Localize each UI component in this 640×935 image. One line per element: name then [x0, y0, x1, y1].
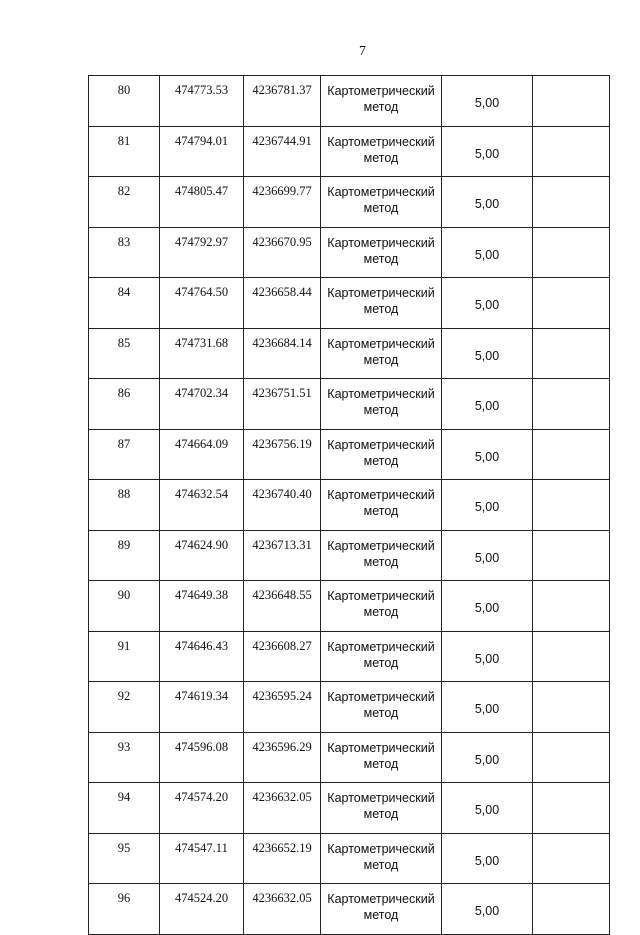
point-number-cell: 96 [89, 884, 160, 935]
method-cell [321, 480, 442, 531]
x-coordinate-cell: 474596.08 [160, 732, 244, 783]
x-coordinate-cell: 474792.97 [160, 227, 244, 278]
table-row [89, 227, 610, 278]
method-line-1: Картометрический [327, 286, 435, 300]
method-line-2: метод [363, 453, 399, 468]
table-row [89, 833, 610, 884]
x-coordinate-cell: 474805.47 [160, 177, 244, 228]
method-line-2: метод [363, 756, 399, 771]
method-line-2: метод [363, 857, 399, 872]
x-coordinate-cell: 474547.11 [160, 833, 244, 884]
note-cell [533, 581, 610, 632]
method-line-1: Картометрический [327, 740, 435, 755]
table-row [89, 530, 610, 581]
note-cell [533, 833, 610, 884]
table-row [89, 732, 610, 783]
accuracy-cell: 5,00 [442, 76, 533, 127]
y-coordinate-cell: 4236781.37 [244, 76, 321, 127]
method-line-2: метод [363, 706, 399, 720]
table-row [89, 884, 610, 935]
note-cell [533, 177, 610, 228]
coordinates-table-body [89, 76, 610, 935]
point-number-cell: 95 [89, 833, 160, 884]
table-row [89, 631, 610, 682]
x-coordinate-cell: 474794.01 [160, 126, 244, 177]
y-coordinate-cell: 4236756.19 [244, 429, 321, 480]
method-line-2: метод [363, 352, 399, 367]
point-number-cell: 88 [89, 480, 160, 531]
table-row [89, 328, 610, 379]
accuracy-cell: 5,00 [442, 530, 533, 581]
table-row [89, 783, 610, 834]
table-row [89, 76, 610, 127]
method-line-1: Картометрический [327, 791, 435, 805]
x-coordinate-cell: 474632.54 [160, 480, 244, 531]
accuracy-cell: 5,00 [442, 177, 533, 228]
accuracy-cell: 5,00 [442, 833, 533, 884]
y-coordinate-cell: 4236596.29 [244, 732, 321, 783]
method-cell [321, 783, 442, 834]
table-row [89, 581, 610, 632]
table-row [89, 480, 610, 531]
accuracy-cell: 5,00 [442, 682, 533, 733]
table-row [89, 177, 610, 228]
method-cell [321, 278, 442, 329]
method-line-1: Картометрический [327, 84, 435, 98]
method-line-2: метод [363, 605, 399, 619]
method-cell [321, 328, 442, 379]
point-number-cell: 82 [89, 177, 160, 228]
accuracy-cell: 5,00 [442, 126, 533, 177]
point-number-cell: 81 [89, 126, 160, 177]
point-number-cell: 87 [89, 429, 160, 480]
method-line-2: метод [363, 302, 399, 316]
method-line-1: Картометрический [327, 841, 435, 856]
table-row [89, 278, 610, 329]
note-cell [533, 227, 610, 278]
method-line-1: Картометрический [327, 134, 435, 149]
point-number-cell: 90 [89, 581, 160, 632]
point-number-cell: 94 [89, 783, 160, 834]
method-cell [321, 833, 442, 884]
y-coordinate-cell: 4236632.05 [244, 783, 321, 834]
method-cell [321, 177, 442, 228]
method-cell [321, 530, 442, 581]
method-cell [321, 379, 442, 430]
y-coordinate-cell: 4236713.31 [244, 530, 321, 581]
note-cell [533, 480, 610, 531]
x-coordinate-cell: 474524.20 [160, 884, 244, 935]
method-cell [321, 732, 442, 783]
method-line-2: метод [363, 807, 399, 821]
method-cell [321, 581, 442, 632]
method-cell [321, 227, 442, 278]
method-line-1: Картометрический [327, 235, 435, 250]
method-cell [321, 884, 442, 935]
method-line-1: Картометрический [327, 336, 435, 351]
y-coordinate-cell: 4236632.05 [244, 884, 321, 935]
method-line-2: метод [363, 201, 399, 215]
method-line-2: метод [363, 150, 399, 165]
point-number-cell: 85 [89, 328, 160, 379]
x-coordinate-cell: 474731.68 [160, 328, 244, 379]
accuracy-cell: 5,00 [442, 278, 533, 329]
page-number: 7 [359, 44, 366, 59]
table-row [89, 126, 610, 177]
y-coordinate-cell: 4236684.14 [244, 328, 321, 379]
x-coordinate-cell: 474664.09 [160, 429, 244, 480]
point-number-cell: 83 [89, 227, 160, 278]
method-cell [321, 682, 442, 733]
method-line-2: метод [363, 655, 399, 670]
note-cell [533, 682, 610, 733]
note-cell [533, 884, 610, 935]
y-coordinate-cell: 4236670.95 [244, 227, 321, 278]
table-row [89, 379, 610, 430]
y-coordinate-cell: 4236652.19 [244, 833, 321, 884]
x-coordinate-cell: 474773.53 [160, 76, 244, 127]
y-coordinate-cell: 4236744.91 [244, 126, 321, 177]
y-coordinate-cell: 4236595.24 [244, 682, 321, 733]
method-line-1: Картометрический [327, 639, 435, 654]
accuracy-cell: 5,00 [442, 631, 533, 682]
note-cell [533, 379, 610, 430]
y-coordinate-cell: 4236740.40 [244, 480, 321, 531]
note-cell [533, 429, 610, 480]
note-cell [533, 126, 610, 177]
method-line-1: Картометрический [327, 690, 435, 704]
x-coordinate-cell: 474649.38 [160, 581, 244, 632]
method-line-1: Картометрический [327, 538, 435, 553]
accuracy-cell: 5,00 [442, 783, 533, 834]
y-coordinate-cell: 4236699.77 [244, 177, 321, 228]
method-line-1: Картометрический [327, 892, 435, 906]
note-cell [533, 530, 610, 581]
accuracy-cell: 5,00 [442, 480, 533, 531]
point-number-cell: 91 [89, 631, 160, 682]
method-line-2: метод [363, 554, 399, 569]
method-line-2: метод [363, 251, 399, 266]
method-line-2: метод [363, 403, 399, 417]
y-coordinate-cell: 4236658.44 [244, 278, 321, 329]
point-number-cell: 80 [89, 76, 160, 127]
method-line-1: Картометрический [327, 488, 435, 502]
note-cell [533, 631, 610, 682]
table-row [89, 429, 610, 480]
method-line-1: Картометрический [327, 387, 435, 401]
coordinates-table [88, 75, 610, 935]
point-number-cell: 92 [89, 682, 160, 733]
point-number-cell: 89 [89, 530, 160, 581]
method-line-2: метод [363, 908, 399, 922]
accuracy-cell: 5,00 [442, 884, 533, 935]
note-cell [533, 76, 610, 127]
note-cell [533, 278, 610, 329]
method-cell [321, 126, 442, 177]
method-cell [321, 429, 442, 480]
method-line-2: метод [363, 504, 399, 518]
x-coordinate-cell: 474624.90 [160, 530, 244, 581]
point-number-cell: 86 [89, 379, 160, 430]
x-coordinate-cell: 474646.43 [160, 631, 244, 682]
table-row [89, 682, 610, 733]
accuracy-cell: 5,00 [442, 732, 533, 783]
x-coordinate-cell: 474619.34 [160, 682, 244, 733]
x-coordinate-cell: 474764.50 [160, 278, 244, 329]
accuracy-cell: 5,00 [442, 429, 533, 480]
method-line-1: Картометрический [327, 437, 435, 452]
method-line-2: метод [363, 100, 399, 114]
accuracy-cell: 5,00 [442, 328, 533, 379]
method-cell [321, 631, 442, 682]
y-coordinate-cell: 4236751.51 [244, 379, 321, 430]
note-cell [533, 783, 610, 834]
method-cell [321, 76, 442, 127]
accuracy-cell: 5,00 [442, 581, 533, 632]
x-coordinate-cell: 474702.34 [160, 379, 244, 430]
y-coordinate-cell: 4236608.27 [244, 631, 321, 682]
note-cell [533, 732, 610, 783]
x-coordinate-cell: 474574.20 [160, 783, 244, 834]
method-line-1: Картометрический [327, 589, 435, 603]
accuracy-cell: 5,00 [442, 227, 533, 278]
method-line-1: Картометрический [327, 185, 435, 199]
point-number-cell: 93 [89, 732, 160, 783]
point-number-cell: 84 [89, 278, 160, 329]
accuracy-cell: 5,00 [442, 379, 533, 430]
note-cell [533, 328, 610, 379]
y-coordinate-cell: 4236648.55 [244, 581, 321, 632]
